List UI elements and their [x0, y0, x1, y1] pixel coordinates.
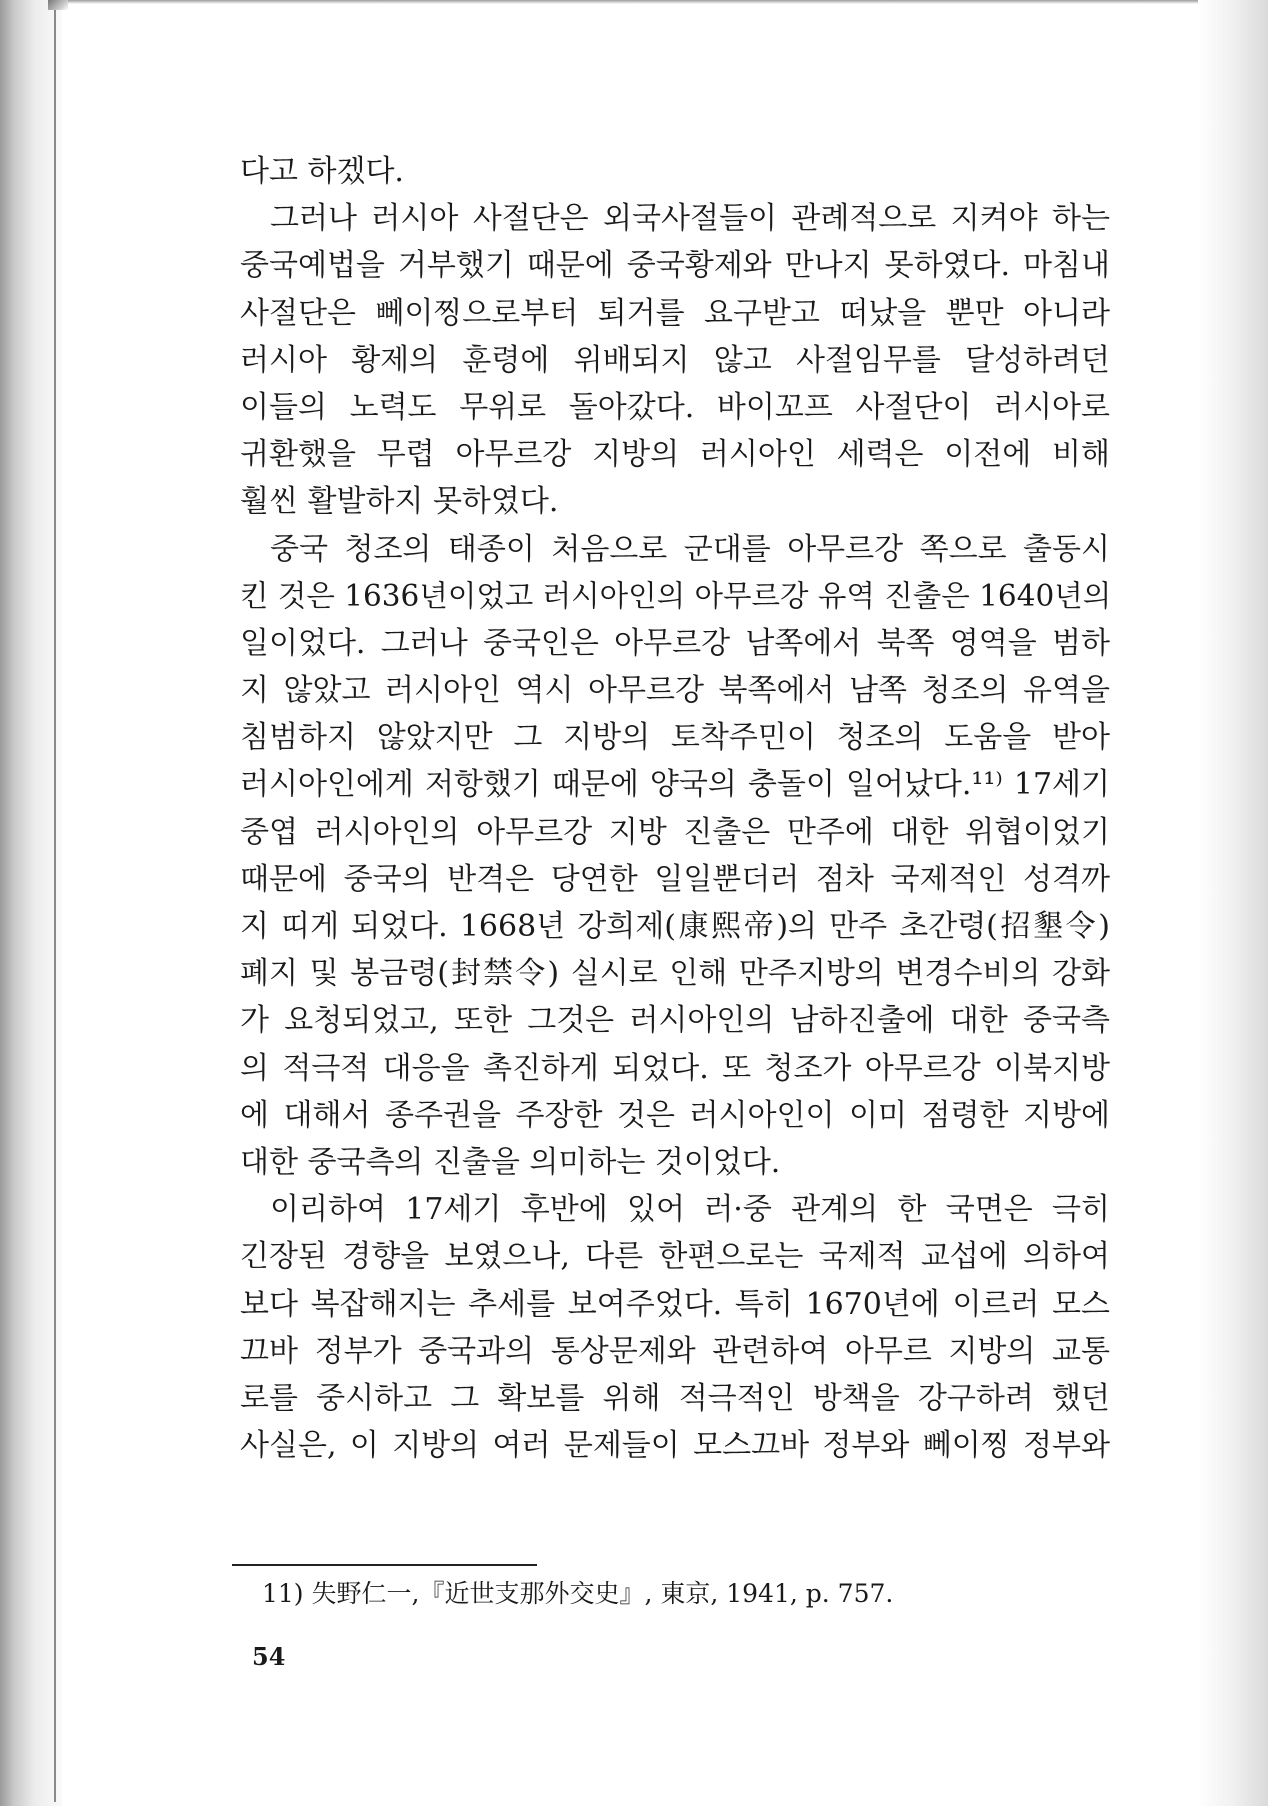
text-line: 훨씬 활발하지 못하였다.	[240, 484, 559, 520]
text-line: 그러나 러시아 사절단은 외국사절들이 관례적으로 지켜야 하는	[270, 201, 1110, 237]
text-line: 중엽 러시아인의 아무르강 지방 진출은 만주에 대한 위협이었기	[240, 814, 1110, 850]
text-line: 귀환했을 무렵 아무르강 지방의 러시아인 세력은 이전에 비해	[240, 437, 1110, 473]
text-line: 의 적극적 대응을 촉진하게 되었다. 또 청조가 아무르강 이북지방	[240, 1050, 1110, 1086]
text-line: 이리하여 17세기 후반에 있어 러·중 관계의 한 국면은 극히	[270, 1192, 1110, 1228]
text-line: 긴장된 경향을 보였으나, 다른 한편으로는 국제적 교섭에 의하여	[240, 1239, 1110, 1275]
text-line: 러시아인에게 저항했기 때문에 양국의 충돌이 일어났다.¹¹⁾ 17세기	[240, 767, 1110, 803]
text-line: 로를 중시하고 그 확보를 위해 적극적인 방책을 강구하려 했던	[240, 1380, 1110, 1416]
text-line: 지 않았고 러시아인 역시 아무르강 북쪽에서 남쪽 청조의 유역을	[240, 673, 1110, 709]
text-line: 에 대해서 종주권을 주장한 것은 러시아인이 이미 점령한 지방에	[240, 1097, 1110, 1133]
page-right-edge-shadow	[1198, 0, 1268, 1806]
page-top-corner-shadow	[48, 0, 68, 10]
text-line: 폐지 및 봉금령(封禁令) 실시로 인해 만주지방의 변경수비의 강화	[240, 956, 1110, 992]
text-line: 다고 하겠다.	[240, 154, 404, 189]
text-line: 대한 중국측의 진출을 의미하는 것이었다.	[240, 1144, 781, 1180]
text-line: 이들의 노력도 무위로 돌아갔다. 바이꼬프 사절단이 러시아로	[240, 389, 1110, 425]
text-line: 지 띠게 되었다. 1668년 강희제(康熙帝)의 만주 초간령(招墾令)	[240, 909, 1110, 944]
text-line: 보다 복잡해지는 추세를 보여주었다. 특히 1670년에 이르러 모스	[240, 1286, 1110, 1322]
footnote-rule	[232, 1564, 537, 1566]
page-number: 54	[252, 1642, 286, 1671]
page-top-edge-shadow	[56, 0, 1268, 4]
text-line: 가 요청되었고, 또한 그것은 러시아인의 남하진출에 대한 중국측	[240, 1003, 1110, 1039]
text-line: 사절단은 뻬이찡으로부터 퇴거를 요구받고 떠났을 뿐만 아니라	[240, 295, 1110, 331]
footnote: 11) 失野仁一,『近世支那外交史』, 東京, 1941, p. 757.	[262, 1579, 894, 1608]
body-text	[240, 148, 1110, 1469]
text-line: 중국 청조의 태종이 처음으로 군대를 아무르강 쪽으로 출동시	[270, 531, 1110, 567]
text-line: 끄바 정부가 중국과의 통상문제와 관련하여 아무르 지방의 교통	[240, 1333, 1110, 1369]
page-left-edge-shadow	[0, 0, 62, 1806]
text-line: 중국예법을 거부했기 때문에 중국황제와 만나지 못하였다. 마침내	[240, 248, 1110, 284]
text-line: 사실은, 이 지방의 여러 문제들이 모스끄바 정부와 뻬이찡 정부와	[240, 1428, 1110, 1464]
text-line: 때문에 중국의 반격은 당연한 일일뿐더러 점차 국제적인 성격까	[240, 861, 1110, 897]
text-line: 침범하지 않았지만 그 지방의 토착주민이 청조의 도움을 받아	[240, 720, 1110, 756]
text-line: 러시아 황제의 훈령에 위배되지 않고 사절임무를 달성하려던	[240, 342, 1110, 378]
text-line: 일이었다. 그러나 중국인은 아무르강 남쪽에서 북쪽 영역을 범하	[240, 625, 1110, 661]
page-spine-line	[54, 6, 56, 1802]
text-line: 킨 것은 1636년이었고 러시아인의 아무르강 유역 진출은 1640년의	[240, 578, 1112, 613]
